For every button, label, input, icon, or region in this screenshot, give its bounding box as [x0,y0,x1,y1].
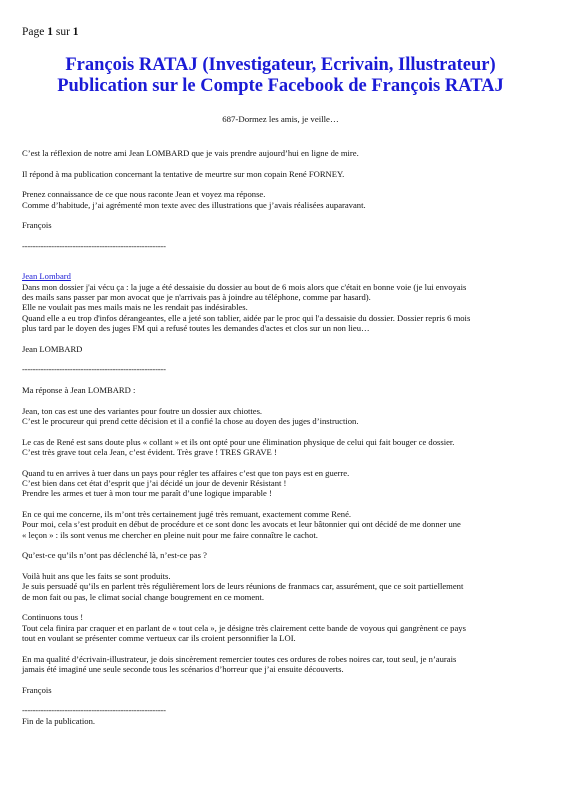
title-line-2: Publication sur le Compte Facebook de François RATAJ [57,76,504,96]
reply-paragraph-f [22,571,540,602]
reply-heading: Ma réponse à Jean LOMBARD : [22,385,136,395]
intro-paragraph-1: C’est la réflexion de notre ami Jean LOMBARD que je vais prendre aujourd’hui en ligne de mire. [22,148,359,158]
comment-signature: Jean LOMBARD [22,343,83,354]
reply-f-line-3: de mon fait ou pas, le climat social change bougrement en ce moment. [22,591,264,602]
comment-line-2: des mails sans passer par mon avocat que je n'arrivais pas à joindre au téléphone, comme par hasard). [22,292,371,302]
comment-line-3: Elle ne voulait pas mes mails mais ne les rendait pas indésirables. [22,302,248,313]
intro-paragraph-2: Il répond à ma publication concernant la tentative de meurtre sur mon copain René FORNEY. [22,168,345,179]
separator: ------------------------------------------------------ [22,705,166,716]
page-total: 1 [72,26,79,38]
comment-line-5: plus tard par le doyen des juges FM qui a refusé toutes les demandes d'actes et clos sur un non lieu… [22,323,370,334]
comment-block [22,271,540,333]
reply-a-line-1: Jean, ton cas est une des variantes pour foutre un dossier aux chiottes. [22,405,263,416]
page-label: Page [22,26,45,38]
reply-d-line-1: En ce qui me concerne, ils m’ont très certainement jugé très remuant, exactement comme René. [22,509,352,519]
reply-paragraph-b [22,437,540,458]
reply-g-line-3: tout en voulant se présenter comme vertueux car ils croient personnifier la LOI. [22,633,296,644]
reply-f-line-2: Je suis persuadé qu’ils en parlent très régulièrement lors de leurs réunions de franmacs car, assurément, que ce soit partiellement [22,581,464,592]
publication-body [22,148,540,736]
reply-paragraph-e: Qu’est-ce qu’ils n’ont pas déclenché là, n’est-ce pas ? [22,550,207,561]
reply-b-line-2: C’est très grave tout cela Jean, c’est évident. Très grave ! TRES GRAVE ! [22,447,277,457]
reply-paragraph-h [22,654,540,675]
reply-paragraph-a [22,406,540,427]
intro-paragraph-3 [22,189,540,210]
reply-g-line-2: Tout cela finira par craquer et en parlant de « tout cela », je désigne très clairement cette bande de voyous qui gangrènent ce pays [22,622,466,633]
reply-paragraph-c [22,468,540,499]
reply-c-line-2: C’est bien dans cet état d’esprit que j’ai décidé un jour de devenir Résistant ! [22,478,287,488]
reply-paragraph-d [22,509,540,540]
intro-signature: François [22,220,52,231]
reply-b-line-1: Le cas de René est sans doute plus « collant » et ils ont opté pour une élimination physique de celui qui fait bouger ce dossier. [22,436,455,447]
comment-author-link[interactable]: Jean Lombard [22,271,71,282]
reply-f-line-1: Voilà huit ans que les faits se sont produits. [22,571,171,581]
intro-p3-line-1: Prenez connaissance de ce que nous raconte Jean et voyez ma réponse. [22,189,266,200]
page-title [0,55,561,97]
end-of-publication: Fin de la publication. [22,715,96,726]
reply-d-line-2: Pour moi, cela s’est produit en début de procédure et ce sont donc les avocats et leur bâtonnier qui ont décidé de me donner une [22,519,461,530]
separator: ------------------------------------------------------ [22,364,166,375]
reply-c-line-3: Prendre les armes et tuer à mon tour me paraît d’une logique imparable ! [22,488,272,499]
comment-line-1: Dans mon dossier j'ai vécu ça : la juge a été dessaisie du dossier au bout de 6 mois alors que c'était en bonne voie (je lui envoyais [22,281,467,292]
reply-h-line-2: jamais été imaginé une seule seconde tous les scénarios d’horreur que j’ai ensuite découverts. [22,664,344,675]
reply-a-line-2: C’est le procureur qui prend cette décision et il a confié la chose au doyen des juges d’instruction. [22,416,359,426]
reply-d-line-3: « leçon » : ils sont venus me chercher en pleine nuit pour me faire connaître le cachot. [22,529,318,540]
post-subtitle: 687-Dormez les amis, je veille… [222,114,339,124]
separator: ------------------------------------------------------ [22,240,166,251]
page-of: sur [55,26,70,38]
comment-line-4: Quand elle a eu trop d'infos dérangeantes, elle a jeté son tablier, aidée par le proc qui l'a dessaisie du dossier. Dossier repris 6 mois [22,312,471,323]
page-number [22,27,79,37]
reply-paragraph-g [22,612,540,643]
reply-c-line-1: Quand tu en arrives à tuer dans un pays pour régler tes affaires c’est que ton pays est en guerre. [22,467,350,478]
reply-g-line-1: Continuons tous ! [22,612,84,623]
intro-p3-line-2: Comme d’habitude, j’ai agrémenté mon texte avec des illustrations que j’avais réalisées auparavant. [22,199,366,210]
reply-h-line-1: En ma qualité d’écrivain-illustrateur, je dois sincèrement remercier toutes ces ordures de robes noires car, tout seul, je n’aurais [22,653,457,664]
title-line-1: François RATAJ (Investigateur, Ecrivain, Illustrateur) [65,55,496,75]
reply-signature: François [22,684,52,695]
page-current: 1 [47,26,53,38]
